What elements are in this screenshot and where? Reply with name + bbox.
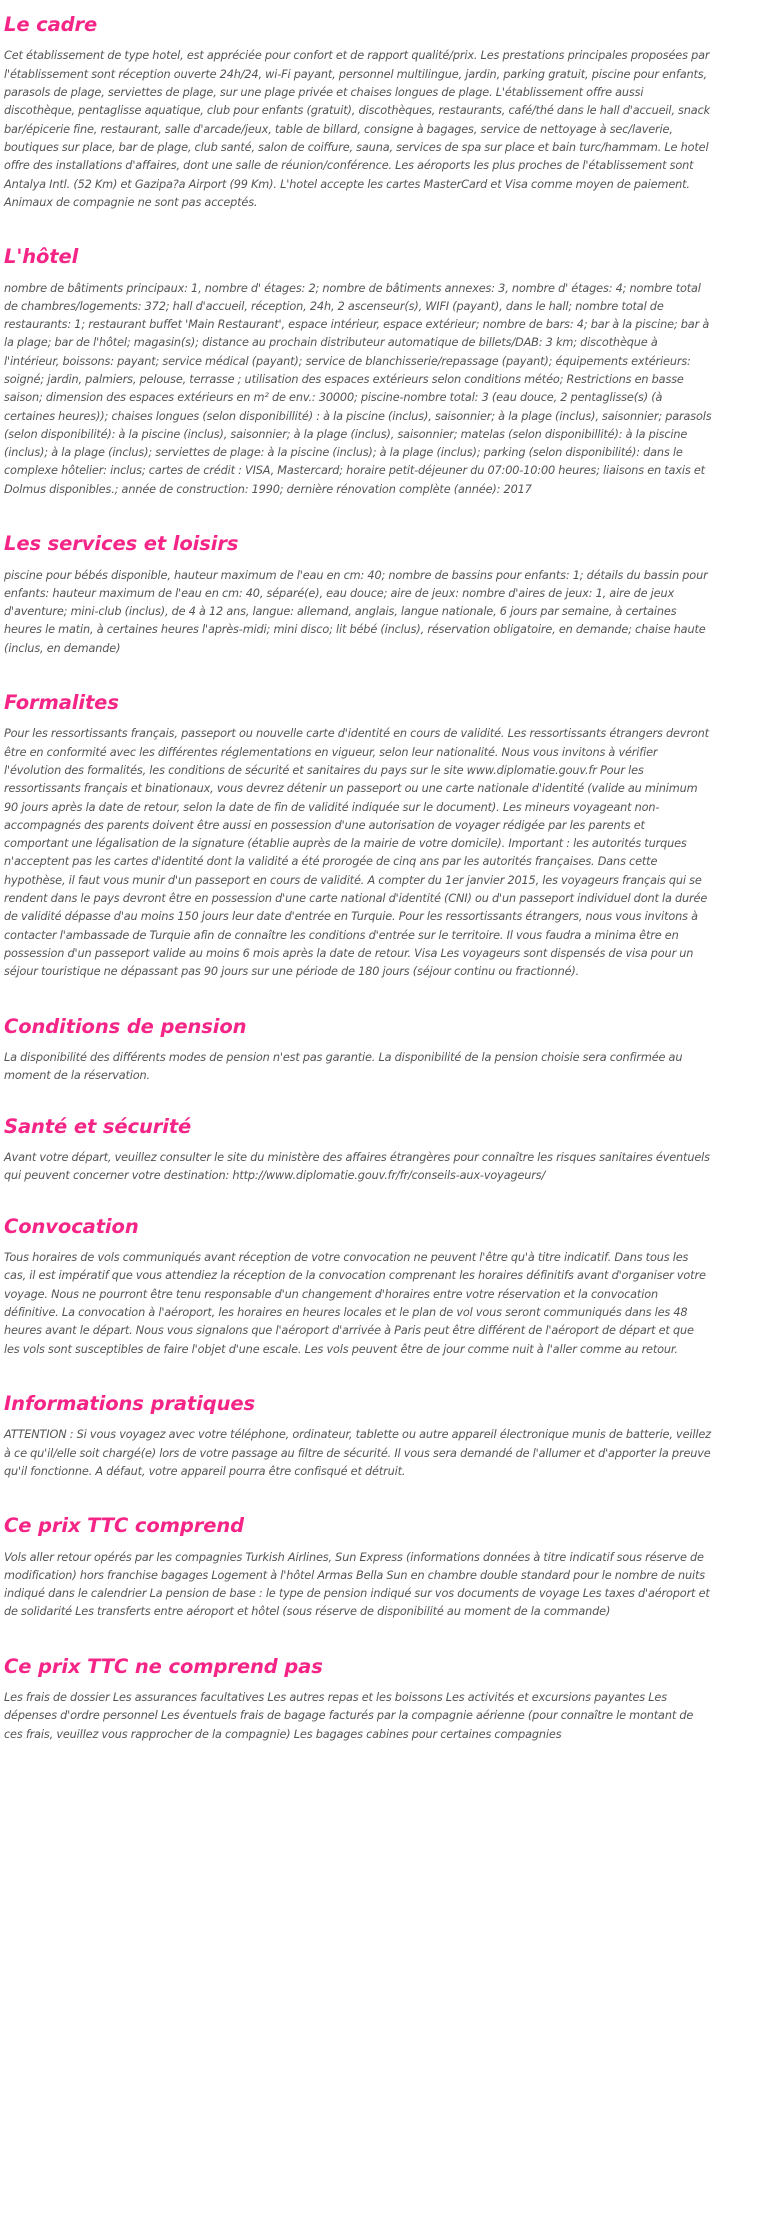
section-title-ce-prix-ttc-comprend: Ce prix TTC comprend: [4, 1514, 245, 1538]
section-body-les-services-et-loisirs: piscine pour bébés disponible, hauteur maximum de l'eau en cm: 40; nombre de bassins pour enfants: 1; détails du bassin pour enfants: hauteur maximum de l'eau en cm: 40, séparé(e), eau douce; aire de jeux: nombre d'aires de jeux: 1, aire de jeux d'aventure; mini-club (inclus), de 4 à 12 ans, langue: allemand, anglais, langue nationale, 6 jours par semaine, à certaines heures le matin, à certaines heures l'après-midi; mini disco; lit bébé (inclus), réservation obligatoire, en demande; chaise haute (inclus, en demande): [4, 568, 708, 655]
section-body-l-hotel: nombre de bâtiments principaux: 1, nombre d' étages: 2; nombre de bâtiments annexes: 3, nombre d' étages: 4; nombre total de chambres/logements: 372; hall d'accueil, réception, 24h, 2 ascenseur(s), WIFI (payant), dans le hall; nombre total de restaurants: 1; restaurant buffet 'Main Restaurant', espace intérieur, espace extérieur; nombre de bars: 4; bar à la piscine; bar à la plage; bar de l'hôtel; magasin(s); distance au prochain distributeur automatique de billets/DAB: 3 km; discothèque à l'intérieur, boissons: payant; service médical (payant); service de blanchisserie/repassage (payant); équipements extérieurs: soigné; jardin, palmiers, pelouse, terrasse ; utilisation des espaces extérieurs selon conditions météo; Restrictions en basse saison; dimension des espaces extérieurs en m² de env.: 30000; piscine-nombre total: 3 (eau douce, 2 pentaglisse(s) (à certaines heures)); chaises longues (selon disponibillité) : à la piscine (inclus), saisonnier; à la plage (inclus), saisonnier; parasols (selon disponibilité): à la piscine (inclus), saisonnier; à la plage (inclus), saisonnier; matelas (selon disponibillité): à la piscine (inclus); à la plage (inclus); serviettes de plage: à la piscine (inclus); à la plage (inclus); parking (selon disponibilité): dans le complexe hôtelier: inclus; cartes de crédit : VISA, Mastercard; horaire petit-déjeuner du 07:00-10:00 heures; liaisons en taxis et Dolmus disponibles.; année de construction: 1990; dernière rénovation complète (année): 2017: [4, 281, 712, 496]
section-body-sante-et-securite: Avant votre départ, veuillez consulter le site du ministère des affaires étrangères pour connaître les risques sanitaires éventuels qui peuvent concerner votre destination: http://www.diplomatie.gouv.fr/fr/conseils-aux-voyageurs/: [4, 1151, 710, 1183]
section-les-services-et-loisirs: [4, 533, 712, 658]
section-title-les-services-et-loisirs: Les services et loisirs: [4, 532, 239, 556]
section-body-formalites: Pour les ressortissants français, passeport ou nouvelle carte d'identité en cours de validité. Les ressortissants étrangers devront être en conformité avec les différentes réglementations en vigueur, selon leur nationalité. Nous vous invitons à vérifier l'évolution des formalités, les conditions de sécurité et sanitaires du pays sur le site www.diplomatie.gouv.fr Pour les ressortissants français et binationaux, vous devrez détenir un passeport ou une carte nationale d'identité (valide au minimum 90 jours après la date de retour, selon la date de fin de validité indiquée sur le document). Les mineurs voyageant non-accompagnés des parents doivent être aussi en possession d'une autorisation de voyager rédigée par les parents et comportant une légalisation de la signature (établie auprès de la mairie de votre domicile). Important : les autorités turques n'acceptent pas les cartes d'identité dont la validité a été prorogée de cinq ans par les autorités françaises. Dans cette hypothèse, il faut vous munir d'un passeport en cours de validité. A compter du 1er janvier 2015, les voyageurs français qui se rendent dans le pays devront être en possession d'une carte national d'identité (CNI) ou d'un passeport individuel dont la durée de validité dépasse d'au moins 150 jours leur date d'entrée en Turquie. Pour les ressortissants étrangers, nous vous invitons à contacter l'ambassade de Turquie afin de connaître les conditions d'entrée sur le territoire. Il vous faudra a minima être en possession d'un passeport valide au moins 6 mois après la date de retour. Visa Les voyageurs sont dispensés de visa pour un séjour touristique ne dépassant pas 90 jours sur une période de 180 jours (séjour continu ou fractionné).: [4, 727, 709, 979]
section-title-le-cadre: Le cadre: [4, 13, 98, 36]
section-title-informations-pratiques: Informations pratiques: [4, 1391, 256, 1415]
section-title-conditions-de-pension: Conditions de pension: [4, 1014, 247, 1038]
section-body-conditions-de-pension: La disponibilité des différents modes de pension n'est pas garantie. La disponibilité de la pension choisie sera confirmée au moment de la réservation.: [4, 1050, 683, 1083]
section-l-hotel: [4, 246, 712, 499]
section-title-sante-et-securite: Santé et sécurité: [4, 1114, 192, 1138]
section-body-convocation: Tous horaires de vols communiqués avant réception de votre convocation ne peuvent l'être qu'à titre indicatif. Dans tous les cas, il est impératif que vous attendiez la réception de la convocation comprenant les horaires définitifs avant d'organiser votre voyage. Nous ne pourront être tenu responsable d'un changement d'horaires entre votre réservation et la convocation définitive. La convocation à l'aéroport, les horaires en heures locales et le plan de vol vous seront communiqués dans les 48 heures avant le départ. Nous vous signalons que l'aéroport d'arrivée à Paris peut être différent de l'aéroport de départ et que les vols sont susceptibles de faire l'objet d'une escale. Les vols peuvent être de jour comme nuit à l'aller comme au retour.: [4, 1251, 706, 1356]
section-body-ce-prix-ttc-comprend: Vols aller retour opérés par les compagnies Turkish Airlines, Sun Express (informations données à titre indicatif sous réserve de modification) hors franchise bagages Logement à l'hôtel Armas Bella Sun en chambre double standard pour le nombre de nuits indiqué dans le calendrier La pension de base : le type de pension indiqué sur vos documents de voyage Les taxes d'aéroport et de solidarité Les transferts entre aéroport et hôtel (sous réserve de disponibilité au moment de la commande): [4, 1550, 710, 1619]
section-body-ce-prix-ttc-ne-comprend-pas: Les frais de dossier Les assurances facultatives Les autres repas et les boissons Les activités et excursions payantes Les dépenses d'ordre personnel Les éventuels frais de bagage facturés par la compagnie aérienne (pour connaître le montant de ces frais, veuillez vous rapprocher de la compagnie) Les bagages cabines pour certaines compagnies: [4, 1691, 694, 1741]
section-title-formalites: Formalites: [4, 690, 119, 714]
section-convocation: [4, 1216, 712, 1359]
section-informations-pratiques: [4, 1393, 712, 1481]
section-title-l-hotel: L'hôtel: [4, 245, 79, 269]
section-title-ce-prix-ttc-ne-comprend-pas: Ce prix TTC ne comprend pas: [4, 1654, 323, 1678]
section-sante-et-securite: [4, 1116, 712, 1186]
section-formalites: [4, 692, 712, 982]
section-title-convocation: Convocation: [4, 1214, 139, 1238]
section-le-cadre: [4, 14, 712, 212]
section-conditions-de-pension: [4, 1016, 712, 1086]
section-body-informations-pratiques: ATTENTION : Si vous voyagez avec votre téléphone, ordinateur, tablette ou autre appareil électronique munis de batterie, veillez à ce qu'il/elle soit chargé(e) lors de votre passage au filtre de sécurité. Il vous sera demandé de l'allumer et d'apporter la preuve qu'il fonctionne. A défaut, votre appareil pourra être confisqué et détruit.: [4, 1428, 711, 1478]
section-body-le-cadre: Cet établissement de type hotel, est appréciée pour confort et de rapport qualité/prix. Les prestations principales proposées par l'établissement sont réception ouverte 24h/24, wi-Fi payant, personnel multilingue, jardin, parking gratuit, piscine pour enfants, parasols de plage, serviettes de plage, sur une plage privée et chaises longues de plage. L'établissement offre aussi discothèque, pentaglisse aquatique, club pour enfants (gratuit), discothèques, restaurants, café/thé dans le hall d'accueil, snack bar/épicerie fine, restaurant, salle d'arcade/jeux, table de billard, consigne à bagages, service de nettoyage à sec/laverie, boutiques sur place, bar de plage, club santé, salon de coiffure, sauna, services de spa sur place et bain turc/hammam. Le hotel offre des installations d'affaires, dont une salle de réunion/conférence. Les aéroports les plus proches de l'établissement sont Antalya Intl. (52 Km) et Gazipa?a Airport (99 Km). L'hotel accepte les cartes MasterCard et Visa comme moyen de paiement. Animaux de compagnie ne sont pas acceptés.: [4, 49, 711, 209]
section-ce-prix-ttc-comprend: [4, 1515, 712, 1622]
section-ce-prix-ttc-ne-comprend-pas: [4, 1656, 712, 1744]
